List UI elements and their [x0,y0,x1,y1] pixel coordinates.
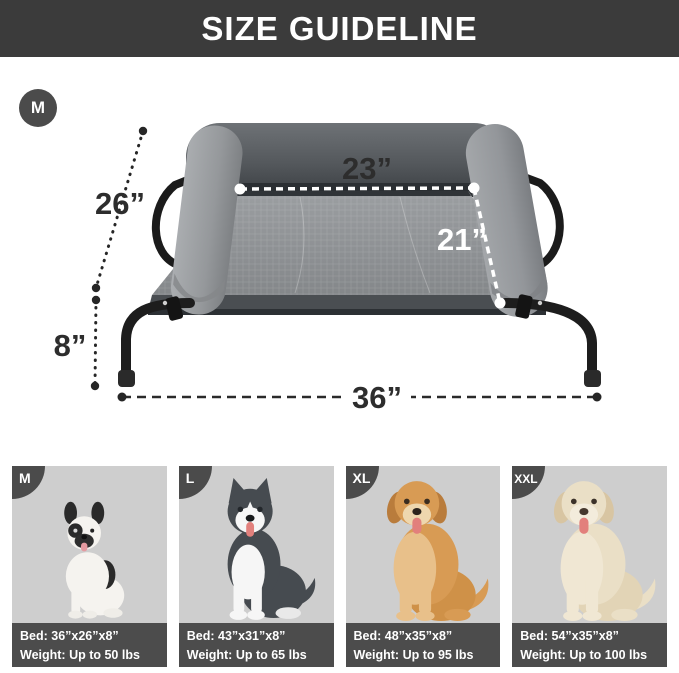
dog-photo-french-bulldog [33,501,145,621]
bed-illustration [0,57,679,463]
bed-size-badge: M [19,89,57,127]
weight-spec: Weight: Up to 95 lbs [353,648,474,663]
card-size-label: XL [352,470,371,486]
card-specs [12,623,167,667]
bed-spec: Bed: 48”x35”x8” [353,629,453,643]
bed-diagram [0,57,679,463]
card-specs [512,623,667,667]
weight-spec: Weight: Up to 50 lbs [20,648,140,663]
dimension-label-sleep-depth: 21” [437,222,487,257]
dimension-label-overall-width: 36” [352,380,402,415]
bed-spec: Bed: 43”x31”x8” [186,629,286,643]
card-specs [346,623,501,667]
dimension-overall-width [118,380,602,415]
dog-photo-labrador [519,469,661,621]
dimension-label-leg-height: 8” [53,328,87,363]
page-title: SIZE GUIDELINE [201,9,478,47]
dimension-label-overall-depth: 26” [95,186,145,221]
dog-photo-siberian-husky [188,474,325,621]
weight-spec: Weight: Up to 100 lbs [520,648,648,663]
card-specs [179,623,334,667]
card-size-label: XXL [514,472,538,486]
bed-spec: Bed: 54”x35”x8” [520,629,619,643]
dimension-overall-depth [92,127,147,292]
weight-spec: Weight: Up to 65 lbs [186,648,307,663]
dimension-label-back-width: 23” [342,151,392,186]
size-card-xl [346,466,501,667]
bed-spec: Bed: 36”x26”x8” [20,629,119,643]
card-size-label: M [19,470,31,486]
size-card-l [179,466,334,667]
header-banner [0,0,679,57]
dog-photo-area [12,466,167,623]
size-card-m [12,466,167,667]
dog-photo-area [512,466,667,623]
size-cards-section [0,466,679,667]
dimension-leg-height [54,296,101,390]
size-card-xxl [512,466,667,667]
dog-photo-golden-retriever [352,469,494,621]
card-size-label: L [185,470,195,486]
